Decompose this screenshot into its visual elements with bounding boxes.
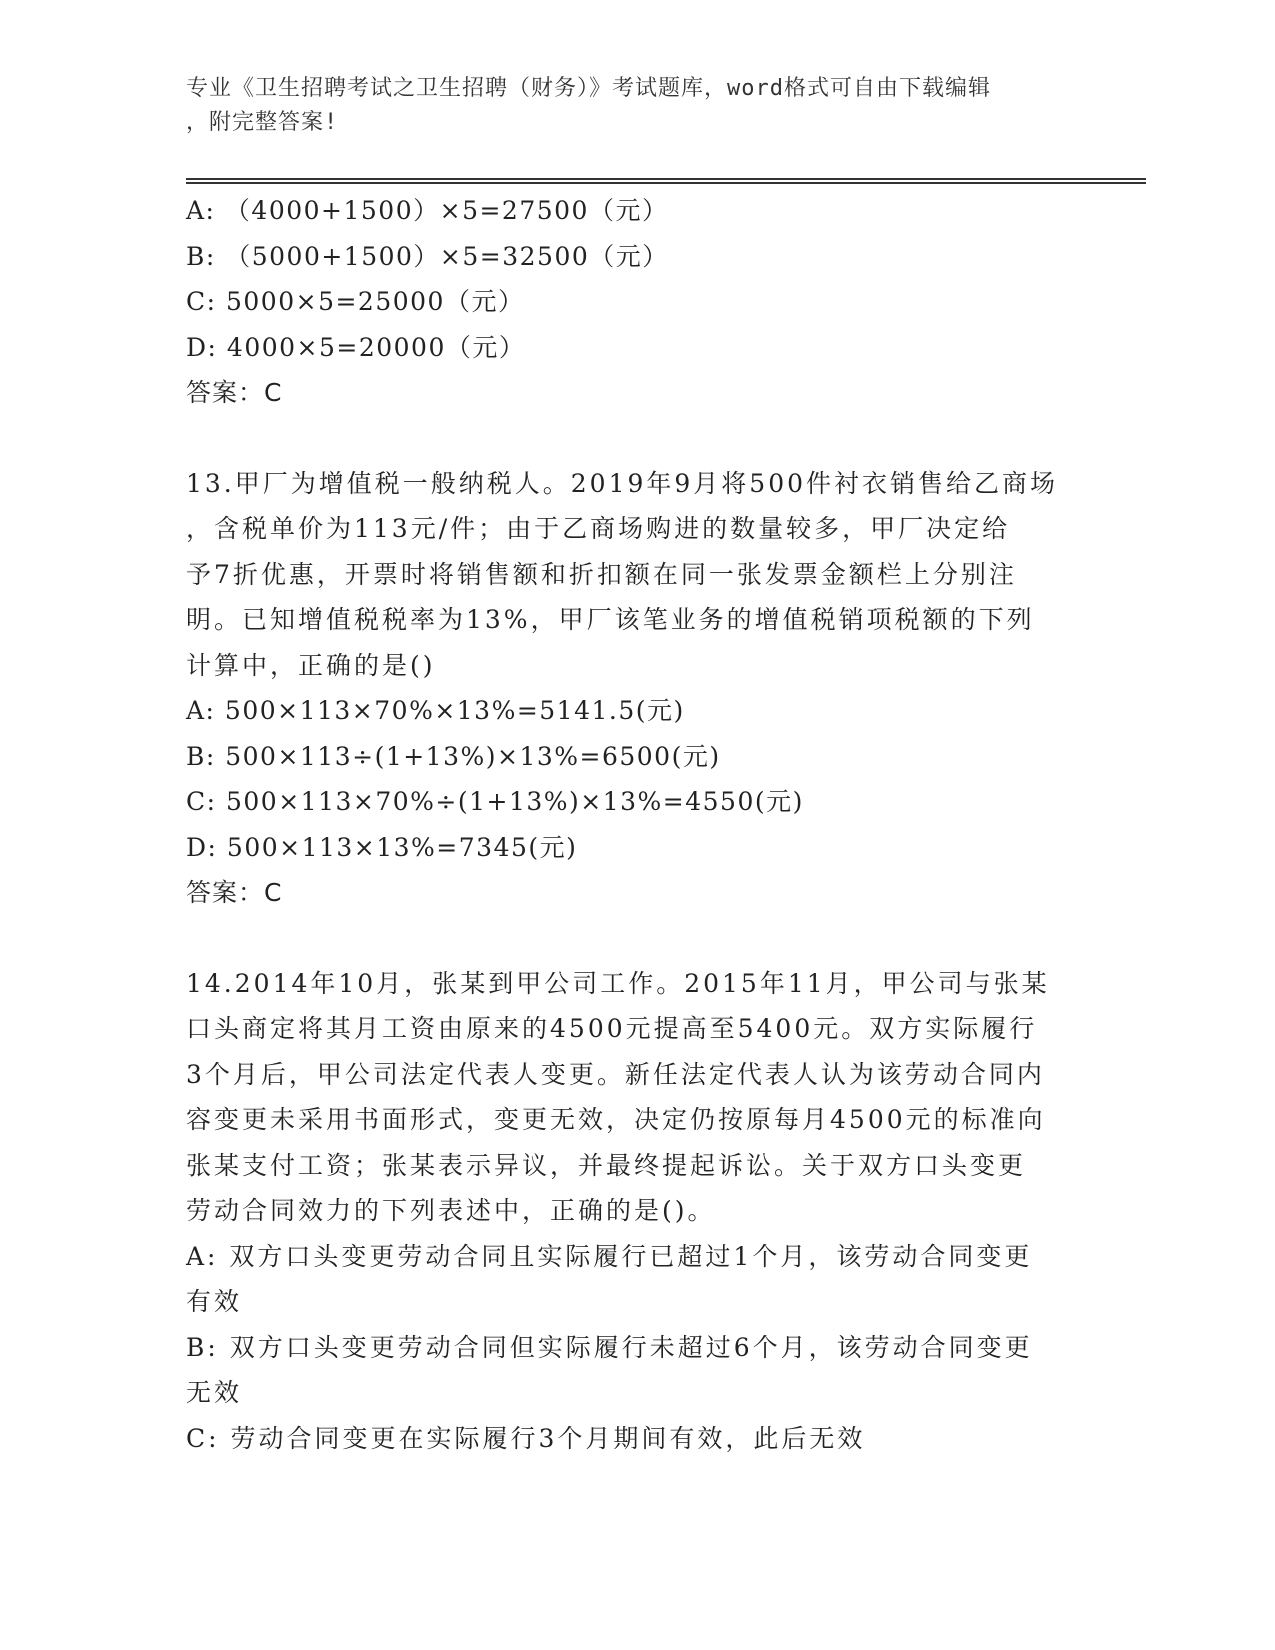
option-d: D: 4000×5=20000（元） xyxy=(186,332,526,362)
option-c-line: C: 劳动合同变更在实际履行3个月期间有效，此后无效 xyxy=(186,1423,866,1453)
option-a-line-1: A: 双方口头变更劳动合同且实际履行已超过1个月，该劳动合同变更 xyxy=(186,1241,1033,1271)
header-line-2: ，附完整答案! xyxy=(186,110,339,135)
option-c: C: 500×113×70%÷(1+13%)×13%=4550(元) xyxy=(186,787,804,816)
spacer xyxy=(186,416,1086,461)
document-header xyxy=(186,72,1066,140)
option-a: A: 500×113×70%×13%=5141.5(元) xyxy=(186,696,685,725)
question-text xyxy=(186,461,1086,689)
question-line: 口头商定将其月工资由原来的4500元提高至5400元。双方实际履行 xyxy=(186,1014,1038,1043)
header-line-1: 专业《卫生招聘考试之卫生招聘（财务）》考试题库，word格式可自由下载编辑 xyxy=(186,76,991,101)
answer-line: 答案：C xyxy=(186,878,283,907)
option-b-line-1: B: 双方口头变更劳动合同但实际履行未超过6个月，该劳动合同变更 xyxy=(186,1332,1033,1362)
option-b: B: 500×113÷(1+13%)×13%=6500(元) xyxy=(186,741,721,771)
header-divider-bottom xyxy=(186,182,1146,184)
question-line: 13.甲厂为增值税一般纳税人。2019年9月将500件衬衣销售给乙商场 xyxy=(186,468,1059,498)
option-d: D: 500×113×13%=7345(元) xyxy=(186,832,578,862)
question-14 xyxy=(186,961,1086,1462)
question-line: 予7折优惠，开票时将销售额和折扣额在同一张发票金额栏上分别注 xyxy=(186,559,1017,589)
question-line: 容变更未采用书面形式，变更无效，决定仍按原每月4500元的标准向 xyxy=(186,1105,1046,1134)
option-b: B: （5000+1500）×5=32500（元） xyxy=(186,241,669,271)
option-b-line-2: 无效 xyxy=(186,1378,243,1407)
header-divider-top xyxy=(186,178,1146,180)
question-line: 劳动合同效力的下列表述中，正确的是()。 xyxy=(186,1196,716,1225)
option-c: C: 5000×5=25000（元） xyxy=(186,287,525,316)
question-text xyxy=(186,961,1086,1234)
option-a xyxy=(186,1234,1086,1325)
option-a-line-2: 有效 xyxy=(186,1287,243,1316)
document-body xyxy=(186,188,1086,1461)
option-b xyxy=(186,1325,1086,1416)
answer-line: 答案：C xyxy=(186,378,283,407)
question-13 xyxy=(186,461,1086,916)
question-line: 3个月后，甲公司法定代表人变更。新任法定代表人认为该劳动合同内 xyxy=(186,1059,1045,1089)
spacer xyxy=(186,916,1086,961)
question-line: 14.2014年10月，张某到甲公司工作。2015年11月，甲公司与张某 xyxy=(186,968,1050,998)
question-line: 明。已知增值税税率为13%，甲厂该笔业务的增值税销项税额的下列 xyxy=(186,605,1035,634)
question-12 xyxy=(186,188,1086,416)
option-a: A: （4000+1500）×5=27500（元） xyxy=(186,196,669,225)
question-line: 张某支付工资；张某表示异议，并最终提起诉讼。关于双方口头变更 xyxy=(186,1150,1027,1180)
question-line: ，含税单价为113元/件；由于乙商场购进的数量较多，甲厂决定给 xyxy=(186,514,1011,543)
question-line: 计算中，正确的是() xyxy=(186,650,436,680)
option-c xyxy=(186,1416,1086,1462)
